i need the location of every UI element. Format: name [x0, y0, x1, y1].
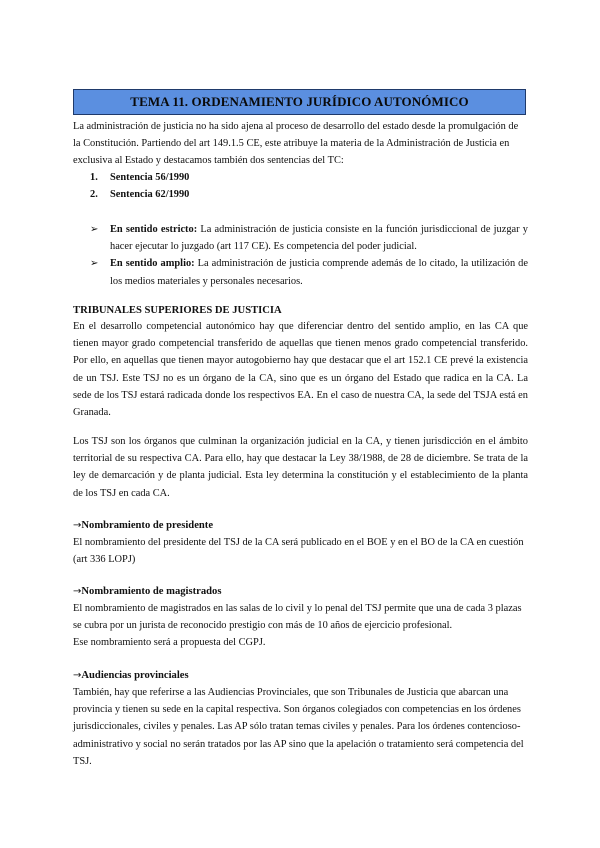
audiencias-paragraph: También, hay que referirse a las Audiencias Provinciales, que son Tribunales de Justicia que abarcan una provincia y tienen su sede en la capital respectiva. Son órganos colegiados con competencias en los órdenes jurisdiccionales, civiles y penales. Las AP sólo tratan temas civiles y penales. Para los órdenes contencioso-administrativo y social no serán tratados por las AP sino que la apelación o tratamiento será competencia del TSJ.	[73, 687, 524, 767]
sentido-text: La administración de justicia consiste en la función jurisdiccional de juzgar y hacer ejecutar lo juzgado (art 117 CE). Es competencia del poder judicial.	[110, 224, 528, 253]
magistrados-paragraph: El nombramiento de magistrados en las salas de lo civil y lo penal del TSJ permite que una de cada 3 plazas se cubra por un jurista de reconocido prestigio con más de 10 años de ejercicio profesional.	[73, 603, 522, 632]
intro-paragraph: La administración de justicia no ha sido ajena al proceso de desarrollo del estado desde la promulgación de la Constitución. Partiendo del art 149.1.5 CE, este atribuye la materia de la Administración de Justicia en exclusiva al Estado y destacamos también dos sentencias del TC:	[73, 121, 519, 167]
right-arrow-icon: →	[73, 586, 82, 597]
list-number: 1.	[90, 172, 98, 183]
sentidos-list	[90, 221, 528, 290]
arrowhead-bullet-icon: ➢	[90, 258, 99, 270]
sentido-label: En sentido amplio:	[110, 258, 195, 270]
list-item	[90, 169, 510, 186]
magistrados-note: Ese nombramiento será a propuesta del CGPJ.	[73, 637, 266, 648]
sentencia-label: Sentencia 62/1990	[110, 189, 190, 201]
list-item	[90, 186, 510, 203]
list-item-body	[110, 221, 528, 255]
list-item-body	[110, 255, 528, 289]
section-heading-magistrados	[73, 583, 221, 600]
sentencia-label: Sentencia 56/1990	[110, 172, 190, 183]
section-heading-presidente	[73, 517, 213, 534]
heading-label: Audiencias provinciales	[81, 670, 189, 681]
sentencias-list	[90, 169, 510, 203]
sentido-text: La administración de justicia comprende además de lo citado, la utilización de los medios materiales y personales necesarios.	[110, 258, 528, 287]
arrowhead-bullet-icon: ➢	[90, 224, 99, 235]
list-number: 2.	[90, 189, 98, 201]
tsj-paragraph-1: En el desarrollo competencial autonómico hay que diferenciar dentro del sentido amplio, en las CA que tienen mayor grado competencial transferido de aquellas que tienen menos grado competencial transferido. Por ello, en aquellas que tienen mayor autogobierno hay que destacar que el art 152.1 CE prevé la existencia de un TSJ. Este TSJ no es un órgano de la CA, sino que es un órgano del Estado que radica en la CA. La sede de los TSJ estará radicada donde los respectivos EA. En el caso de nuestra CA, la sede del TSJA está en Granada.	[73, 321, 528, 419]
heading-label: Nombramiento de presidente	[81, 520, 214, 531]
section-heading-audiencias	[73, 667, 189, 684]
presidente-paragraph: El nombramiento del presidente del TSJ de la CA será publicado en el BOE y en el BO de la CA en cuestión (art 336 LOPJ)	[73, 537, 524, 566]
list-item	[90, 255, 528, 289]
sentido-label: En sentido estricto:	[110, 224, 198, 235]
right-arrow-icon: →	[73, 670, 82, 681]
section-heading-tsj: TRIBUNALES SUPERIORES DE JUSTICIA	[73, 305, 282, 316]
list-item	[90, 221, 528, 255]
right-arrow-icon: →	[73, 520, 82, 531]
heading-label: Nombramiento de magistrados	[81, 586, 222, 597]
tsj-paragraph-2: Los TSJ son los órganos que culminan la organización judicial en la CA, y tienen jurisdicción en el ámbito territorial de su respectiva CA. Para ello, hay que destacar la Ley 38/1988, de 28 de diciembre. Se trata de la ley de demarcación y de planta judicial. Esta ley determina la constitución y el establecimiento de la planta de los TSJ en cada CA.	[73, 436, 528, 499]
page-title: TEMA 11. ORDENAMIENTO JURÍDICO AUTONÓMICO	[73, 89, 526, 115]
